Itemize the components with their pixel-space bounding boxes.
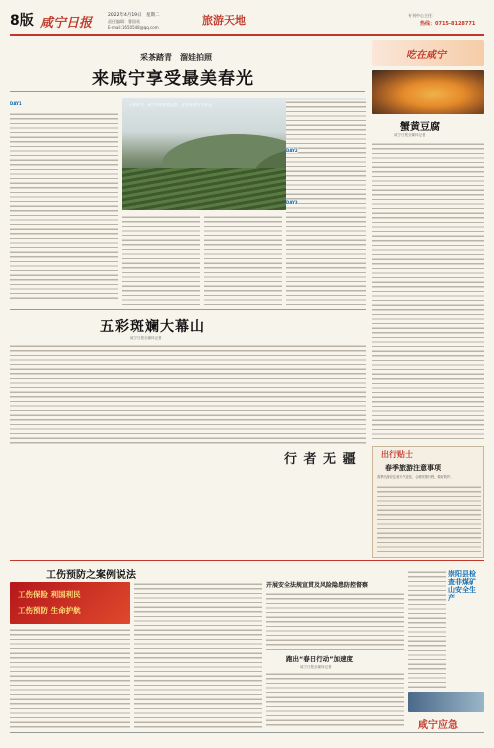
photo-caption: 入春时节，咸宁各地春意盎然，处处美景引人驻足。 [128,102,216,107]
section-title: 旅游天地 [202,14,246,27]
bottom-right-title: 崇阳县检查非煤矿山安全生产 [448,570,476,602]
food-title: 蟹黄豆腐 [400,122,440,133]
tips-box [372,446,484,558]
bottom-right-photo [408,692,484,712]
footer-rule [10,732,484,733]
bottom-mid-subtitle: 跑出“春日行动”加速度 [286,655,354,663]
strip-rule [10,309,366,310]
bottom-section-rule [10,560,484,561]
masthead [10,6,484,34]
editor-name: 责任编辑：曹国英 [108,19,140,24]
tips-text: 春季出游应注意天气变化，合理安排行程，做好防护。 [377,475,454,479]
day1-title: DAY1 [10,101,22,106]
feature-column-2 [122,215,200,307]
day2-title: DAY2 [286,148,298,153]
contact-line-1: 专刊中心主任： [408,13,436,18]
feature-column-1-fill [10,112,118,302]
page-label: 8版 [10,13,34,29]
editor-email: E-mail:1650548@qq.com [108,25,159,30]
issue-date: 2022年4月19日 星期二 [108,13,160,18]
contact-line-2: 热线：0715-8128771 [420,21,476,27]
labor-body-left [10,628,130,728]
food-body-text [372,142,484,442]
strip-title: 五彩斑斓大幕山 [100,319,205,335]
food-byline: 咸宁日报全媒体记者 [394,133,426,137]
feature-headline: 来咸宁享受最美春光 [92,69,254,89]
crab-tofu-photo [372,70,484,114]
labor-banner-line-1: 工伤保险 利国利民 [18,590,81,599]
labor-body-right [134,582,262,728]
food-banner [372,40,484,66]
bottom-mid-byline: 咸宁日报全媒体记者 [300,665,332,669]
bottom-mid-title: 开展安全法规宣贯及风险隐患防控督察 [266,582,369,589]
calligraphy-art: 行 者 无 疆 [284,452,357,467]
bottom-mid-body-2 [266,672,404,728]
tips-body-lines [377,485,481,555]
strip-byline: 咸宁日报全媒体记者 [130,336,162,340]
labor-banner-line-2: 工伤预防 生命护航 [18,606,81,615]
feature-column-3 [204,215,282,307]
bottom-right-headline: 咸宁应急 [418,720,458,731]
feature-headline-rule [10,91,365,92]
labor-banner [10,582,130,624]
labor-title: 工伤预防之案例说法 [46,570,136,581]
header-rule [10,34,484,36]
food-banner-label: 吃在咸宁 [406,50,446,61]
tips-label: 出行贴士 [381,450,413,459]
bottom-mid-body-1 [266,592,404,650]
strip-body-text [10,344,366,444]
feature-column-4 [286,100,366,307]
feature-kicker: 采茶踏青 溜娃拍照 [140,53,212,62]
newspaper-logo: 咸宁日报 [40,16,93,31]
day3-title: DAY3 [286,200,298,205]
tips-title: 春季旅游注意事项 [385,464,441,472]
bottom-right-body [408,570,446,690]
